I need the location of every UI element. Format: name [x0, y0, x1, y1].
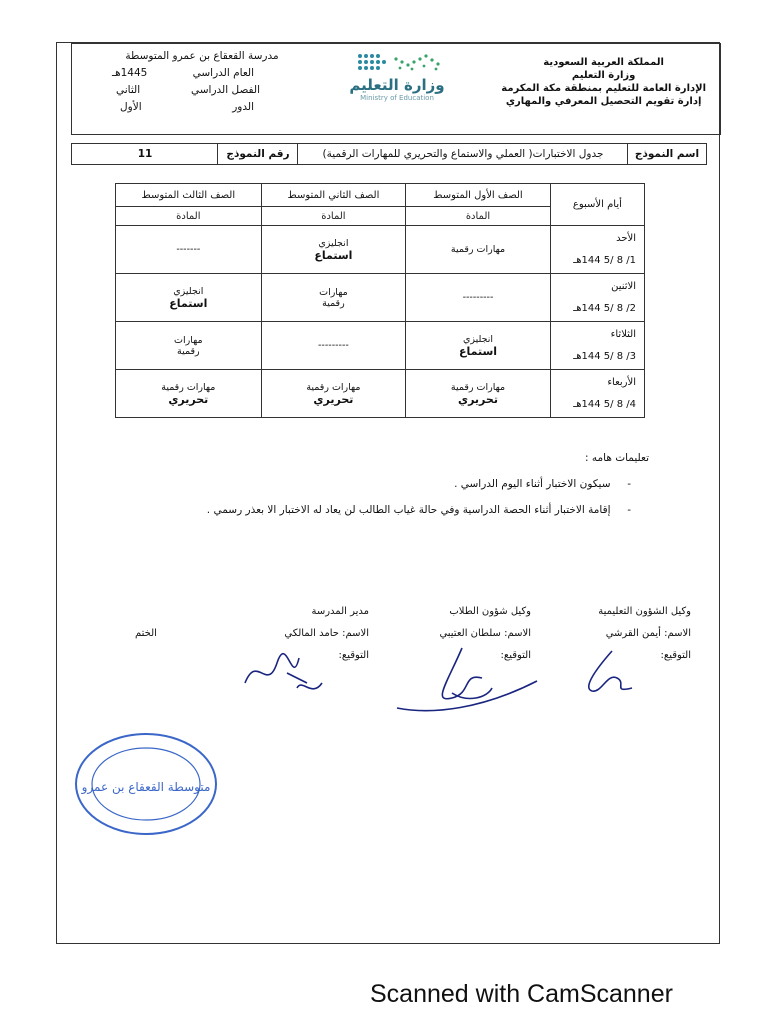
- scanner-watermark: Scanned with CamScanner: [370, 980, 673, 1008]
- semester-label: الفصل الدراسي: [191, 84, 260, 96]
- grade3-type: تحريري: [168, 392, 209, 406]
- important-notes: [207, 445, 649, 523]
- table-row: [116, 322, 645, 370]
- head-title: مدير المدرسة: [311, 606, 369, 617]
- grade3-type: استماع: [169, 296, 208, 310]
- stamp-label: الختم: [135, 628, 157, 639]
- table-row: [116, 226, 645, 274]
- day-date: 3/ 8 /5 144هـ: [573, 350, 636, 362]
- day-date: 1/ 8 /5 144هـ: [573, 254, 636, 266]
- grade3-subject: انجليزي: [173, 285, 204, 297]
- student-affairs-handwritten-signature: [392, 643, 542, 723]
- header-line-3: الإدارة العامة للتعليم بمنطقة مكة المكرمة: [501, 83, 706, 94]
- logo-english-text: Ministry of Education: [360, 94, 434, 102]
- form-name-value: جدول الاختبارات( العملي والاستماع والتحريري للمهارات الرقمية): [297, 144, 628, 164]
- logo-arabic-text: وزارة التعليم: [349, 76, 445, 94]
- grade1-type: تحريري: [458, 392, 498, 406]
- bullet-dash-icon: -: [610, 504, 631, 516]
- grade3-type: رقمية: [177, 345, 200, 357]
- grade2-type: استماع: [314, 248, 353, 262]
- edu-sign-label: التوقيع:: [660, 650, 691, 661]
- col-grade3-header: الصف الثالث المتوسط: [116, 184, 262, 207]
- head-sign-label: التوقيع:: [338, 650, 369, 661]
- logo-dots-icon: [322, 52, 472, 76]
- note-item: - إقامة الاختبار أثناء الحصة الدراسية وفي حالة غياب الطالب لن يعاد له الاختبار الا بعذر رسمي .: [206, 504, 631, 516]
- col-grade2-header: الصف الثاني المتوسط: [261, 184, 406, 207]
- form-number-value: 11: [137, 148, 153, 160]
- grade2-subject: انجليزي: [318, 237, 349, 249]
- semester-value: الثاني: [116, 84, 141, 96]
- bullet-dash-icon: -: [610, 478, 631, 490]
- grade3-subject: -------: [176, 244, 201, 255]
- school-info: [102, 48, 302, 116]
- grade2-type: رقمية: [322, 297, 345, 309]
- grade1-type: استماع: [458, 344, 498, 358]
- day-date: 4/ 8 /5 144هـ: [573, 398, 636, 410]
- head-name: الاسم: حامد المالكي: [284, 628, 369, 639]
- grade1-subject: ---------: [462, 292, 494, 303]
- grade1-subject: مهارات رقمية: [450, 244, 506, 255]
- day-name: الثلاثاء: [610, 328, 636, 340]
- edu-name: الاسم: أيمن القرشي: [605, 628, 691, 639]
- day-name: الأربعاء: [607, 376, 636, 388]
- note-item: - سيكون الاختبار أثناء اليوم الدراسي .: [454, 478, 631, 490]
- day-name: الاثنين: [611, 280, 636, 292]
- principal-handwritten-signature: [237, 643, 327, 703]
- subject-label: المادة: [406, 207, 551, 226]
- form-number-label: رقم النموذج: [217, 144, 298, 164]
- stud-sign-label: التوقيع:: [500, 650, 531, 661]
- form-name-label: اسم النموذج: [627, 144, 706, 164]
- official-stamp: [71, 729, 221, 839]
- col-days-header: أيام الأسبوع: [550, 184, 644, 226]
- notes-title: تعليمات هامه :: [585, 452, 649, 464]
- stud-title: وكيل شؤون الطلاب: [449, 606, 531, 617]
- round-label: الدور: [232, 101, 254, 113]
- edu-affairs-handwritten-signature: [572, 643, 642, 703]
- grade1-subject: مهارات رقمية: [450, 381, 506, 393]
- grade2-type: تحريري: [313, 392, 354, 406]
- day-name: الأحد: [616, 232, 636, 244]
- stud-name: الاسم: سلطان العتيبي: [439, 628, 531, 639]
- subject-label: المادة: [261, 207, 406, 226]
- table-row: [116, 370, 645, 418]
- table-row: [116, 274, 645, 322]
- grade3-subject: مهارات رقمية: [161, 381, 216, 393]
- round-value: الأول: [120, 101, 142, 113]
- document-page: [56, 42, 720, 944]
- grade1-subject: انجليزي: [462, 333, 494, 345]
- table-header-row: [116, 184, 645, 207]
- day-date: 2/ 8 /5 144هـ: [573, 302, 636, 314]
- subject-label: المادة: [116, 207, 262, 226]
- ministry-logo: [322, 52, 472, 103]
- exam-schedule-table: [115, 183, 645, 418]
- header-line-4: إدارة تقويم التحصيل المعرفي والمهاري: [505, 96, 702, 107]
- col-grade1-header: الصف الأول المتوسط: [406, 184, 551, 207]
- school-name: مدرسة القعقاع بن عمرو المتوسطة: [125, 50, 279, 62]
- form-title-bar: [71, 143, 707, 165]
- grade2-subject: مهارات: [319, 286, 348, 298]
- stamp-main-text: متوسطة القعقاع بن عمرو: [81, 780, 211, 794]
- header-line-2: وزارة التعليم: [571, 70, 636, 81]
- grade2-subject: ---------: [317, 340, 349, 351]
- header-line-1: المملكة العربية السعودية: [543, 57, 664, 68]
- academic-year-value: 1445هـ: [112, 67, 148, 79]
- edu-title: وكيل الشؤون التعليمية: [598, 606, 691, 617]
- grade2-subject: مهارات رقمية: [306, 381, 361, 393]
- grade3-subject: مهارات: [174, 334, 203, 346]
- ministry-header: [501, 56, 706, 108]
- academic-year-label: العام الدراسي: [192, 67, 254, 79]
- header-box: [71, 43, 721, 135]
